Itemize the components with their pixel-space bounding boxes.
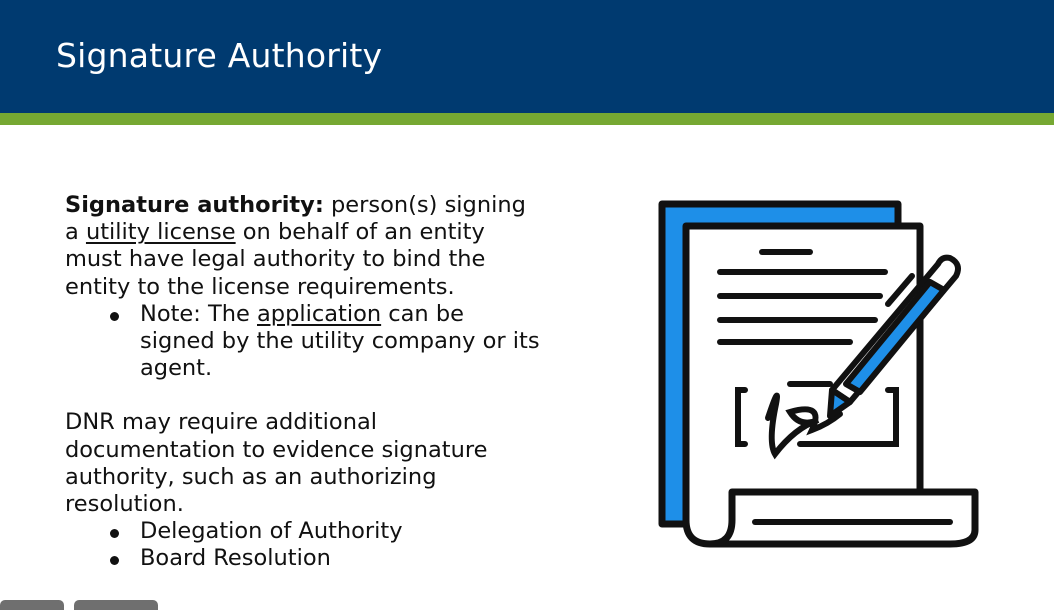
- definition-text-after: on behalf of an entity must have legal authority to bind the entity to the license requirements.: [65, 219, 486, 300]
- accent-bar: [0, 113, 1054, 125]
- utility-license-link[interactable]: utility license: [85, 219, 236, 246]
- example-item-board-resolution: Board Resolution: [65, 545, 545, 572]
- example-item-delegation: Delegation of Authority: [65, 518, 545, 545]
- slide-body: [65, 192, 545, 573]
- definition-term: Signature authority:: [65, 192, 324, 218]
- signed-document-with-pen-icon: [650, 192, 995, 572]
- note-suffix: can be signed by the utility company or its agent.: [140, 300, 540, 382]
- dnr-paragraph: DNR may require additional documentation to evidence signature authority, such as an authorizing resolution.: [65, 409, 488, 518]
- examples-list: [65, 518, 545, 572]
- definition-paragraph: [65, 192, 545, 301]
- note-bullet: [65, 301, 545, 383]
- application-link[interactable]: application: [257, 300, 382, 327]
- note-list: [65, 301, 545, 383]
- definition-text-before: person(s) signing a: [65, 192, 526, 246]
- spacer: [65, 382, 545, 409]
- slide-title: Signature Authority: [56, 36, 383, 75]
- slide-header: [0, 0, 1054, 113]
- footer-tab-right: [74, 600, 158, 610]
- note-prefix: Note: The: [140, 300, 257, 327]
- footer-tab-left: [0, 600, 64, 610]
